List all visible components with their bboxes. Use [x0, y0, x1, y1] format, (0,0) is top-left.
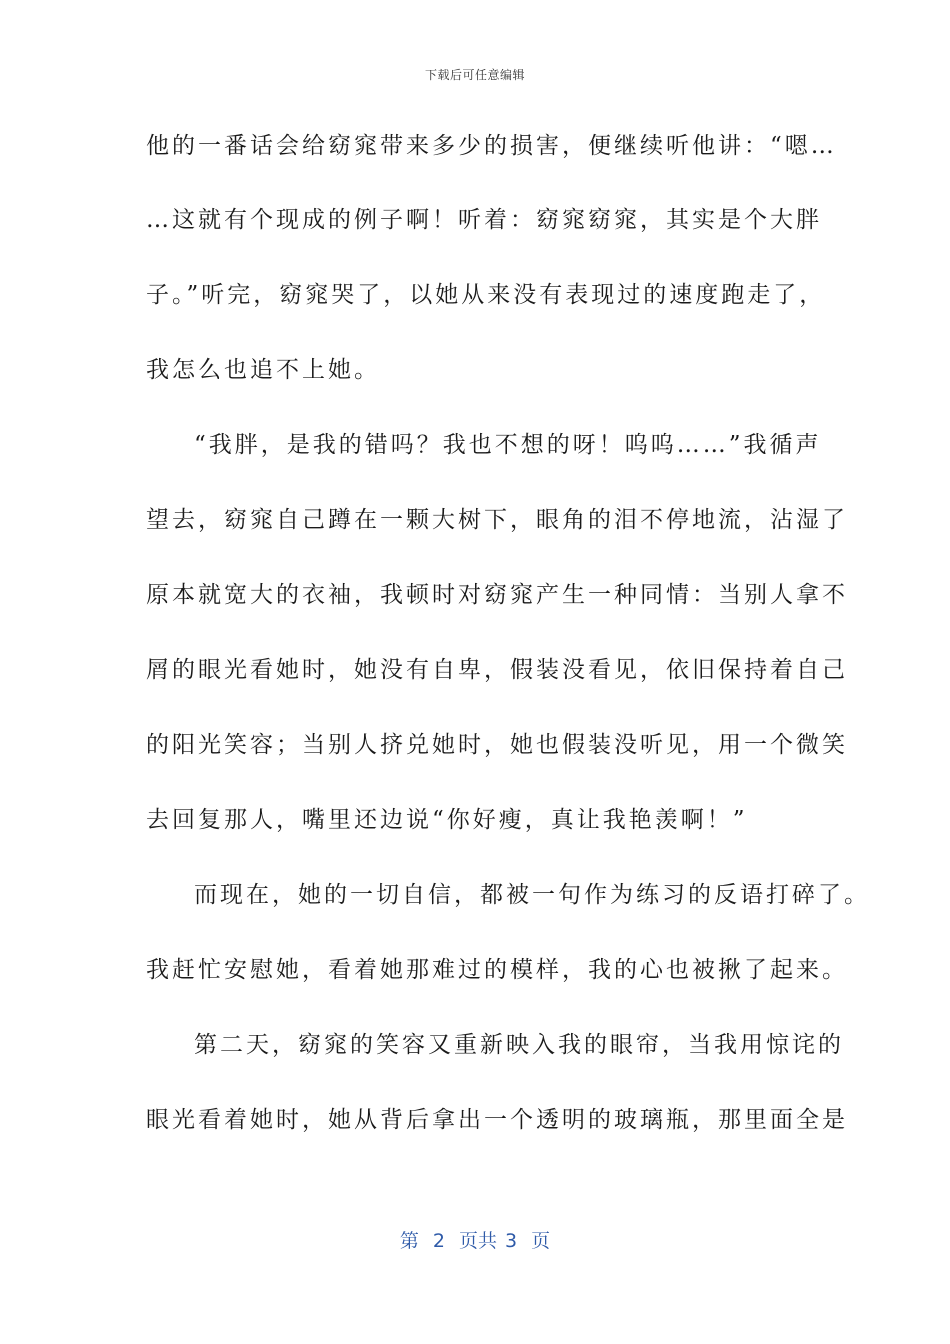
- footer-current-page: 2: [432, 1230, 445, 1252]
- body-line: …这就有个现成的例子啊！听着：窈窕窈窕，其实是个大胖: [146, 207, 822, 233]
- paragraph-start-line: 而现在，她的一切自信，都被一句作为练习的反语打碎了。: [194, 882, 870, 908]
- body-line: 我赶忙安慰她，看着她那难过的模样，我的心也被揪了起来。: [146, 957, 848, 983]
- body-line: 原本就宽大的衣袖，我顿时对窈窕产生一种同情：当别人拿不: [146, 582, 848, 608]
- footer-suffix: 页: [531, 1230, 551, 1252]
- paragraph-start-line: “我胖，是我的错吗？我也不想的呀！呜呜……”我循声: [194, 432, 822, 458]
- body-line: 眼光看着她时，她从背后拿出一个透明的玻璃瓶，那里面全是: [146, 1107, 848, 1133]
- body-line: 望去，窈窕自己蹲在一颗大树下，眼角的泪不停地流，沾湿了: [146, 507, 848, 533]
- body-line: 的阳光笑容；当别人挤兑她时，她也假装没听见，用一个微笑: [146, 732, 848, 758]
- page-header: 下载后可任意编辑: [424, 68, 525, 82]
- page-footer: [0, 1226, 950, 1253]
- body-line: 我怎么也追不上她。: [146, 357, 380, 383]
- body-line: 他的一番话会给窈窕带来多少的损害，便继续听他讲：“嗯…: [146, 133, 837, 159]
- body-line: 屑的眼光看她时，她没有自卑，假装没看见，依旧保持着自己: [146, 657, 848, 683]
- body-line: 子。”听完，窈窕哭了，以她从来没有表现过的速度跑走了，: [146, 282, 826, 308]
- footer-prefix: 第: [399, 1230, 419, 1252]
- body-line: 去回复那人，嘴里还边说“你好瘦，真让我艳羡啊！”: [146, 807, 748, 833]
- footer-total-pages: 3: [505, 1230, 518, 1252]
- footer-middle: 页共: [458, 1230, 497, 1252]
- paragraph-start-line: 第二天，窈窕的笑容又重新映入我的眼帘，当我用惊诧的: [194, 1032, 844, 1058]
